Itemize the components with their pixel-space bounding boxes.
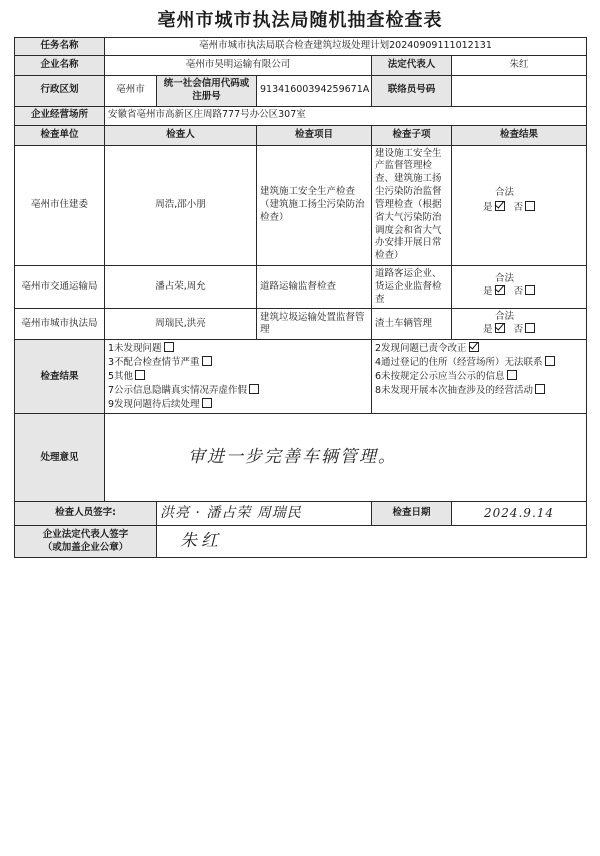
no-label: 否 bbox=[513, 324, 524, 336]
yes-checkbox[interactable] bbox=[495, 323, 505, 333]
result-options-left bbox=[105, 340, 372, 414]
inspect-date: 2024.9.14 bbox=[483, 506, 555, 521]
owner-sign-label bbox=[15, 526, 157, 558]
result-option: 2发现问题已责令改正 bbox=[375, 343, 467, 355]
row-unit: 亳州市交通运输局 bbox=[15, 265, 105, 308]
row-unit: 亳州市城市执法局 bbox=[15, 309, 105, 340]
result-checkbox[interactable] bbox=[535, 384, 545, 394]
contact-phone-value bbox=[452, 76, 587, 107]
col-header-subitem: 检查子项 bbox=[372, 125, 452, 145]
row-item: 道路运输监督检查 bbox=[257, 265, 372, 308]
admin-area-label: 行政区划 bbox=[15, 76, 105, 107]
result-checkbox[interactable] bbox=[164, 342, 174, 352]
yes-label: 是 bbox=[483, 324, 493, 336]
no-label: 否 bbox=[513, 202, 524, 214]
col-header-inspector: 检查人 bbox=[105, 125, 257, 145]
company-name-label: 企业名称 bbox=[15, 56, 105, 76]
yes-label: 是 bbox=[483, 286, 493, 298]
company-name-value: 亳州市昊明运输有限公司 bbox=[105, 56, 372, 76]
result-option: 7公示信息隐瞒真实情况弄虚作假 bbox=[108, 384, 248, 396]
result-checkbox[interactable] bbox=[202, 398, 212, 408]
yes-checkbox[interactable] bbox=[495, 285, 505, 295]
inspector-sign-label: 检查人员签字: bbox=[15, 502, 157, 526]
row-unit: 亳州市住建委 bbox=[15, 145, 105, 265]
admin-area-value: 亳州市 bbox=[105, 76, 157, 107]
row-inspector: 潘占荣,周允 bbox=[105, 265, 257, 308]
task-name-value: 亳州市城市执法局联合检查建筑垃圾处理计划20240909111012131 bbox=[105, 38, 587, 56]
result-checkbox[interactable] bbox=[135, 370, 145, 380]
row-result bbox=[452, 145, 587, 265]
row-result bbox=[452, 265, 587, 308]
address-value: 安徽省亳州市高新区庄周路777号办公区307室 bbox=[105, 106, 587, 125]
contact-phone-label: 联络员号码 bbox=[372, 76, 452, 107]
result-checkbox[interactable] bbox=[249, 384, 259, 394]
col-header-unit: 检查单位 bbox=[15, 125, 105, 145]
owner-sign-label-line1: 企业法定代表人签字 bbox=[42, 529, 129, 541]
inspector-signatures: 洪亮 · 潘占荣 周瑞民 bbox=[160, 505, 302, 522]
page-title: 亳州市城市执法局随机抽查检查表 bbox=[157, 10, 443, 31]
row-subitem: 道路客运企业、货运企业监督检查 bbox=[372, 265, 452, 308]
result-checkbox[interactable] bbox=[202, 356, 212, 366]
col-header-result: 检查结果 bbox=[452, 125, 587, 145]
table-row bbox=[15, 145, 587, 265]
result-option: 8未发现开展本次抽查涉及的经营活动 bbox=[375, 384, 534, 396]
conformity-label: 合法 bbox=[495, 273, 515, 285]
table-row bbox=[15, 265, 587, 308]
handwritten-opinion: 审进一步完善车辆管理。 bbox=[188, 447, 397, 468]
owner-sign-area bbox=[157, 526, 587, 558]
row-subitem: 渣土车辆管理 bbox=[372, 309, 452, 340]
address-label: 企业经营场所 bbox=[15, 106, 105, 125]
conformity-label: 合法 bbox=[495, 187, 515, 199]
yes-checkbox[interactable] bbox=[495, 201, 505, 211]
row-subitem: 建设施工安全生产监督管理检查、建筑施工扬尘污染防治监督管理检查（根据省大气污染防治调度会和省大气办安排开展日常检查） bbox=[372, 145, 452, 265]
result-option: 6未按规定公示应当公示的信息 bbox=[375, 371, 505, 382]
row-item: 建筑施工安全生产检查（建筑施工扬尘污染防治检查） bbox=[257, 145, 372, 265]
handling-opinion bbox=[105, 414, 587, 502]
yes-label: 是 bbox=[483, 202, 493, 214]
row-result bbox=[452, 309, 587, 340]
conformity-label: 合法 bbox=[495, 311, 515, 323]
result-option: 4通过登记的住所（经营场所）无法联系 bbox=[375, 357, 543, 369]
table-row bbox=[15, 309, 587, 340]
credit-code-value: 91341600394259671A bbox=[257, 76, 372, 107]
inspect-date-label: 检查日期 bbox=[372, 502, 452, 526]
owner-sign-label-line2: （或加盖企业公章） bbox=[42, 541, 129, 553]
no-checkbox[interactable] bbox=[525, 285, 535, 295]
row-inspector: 周瑞民,洪亮 bbox=[105, 309, 257, 340]
result-option: 1未发现问题 bbox=[108, 343, 162, 355]
task-name-label: 任务名称 bbox=[15, 38, 105, 56]
row-inspector: 周浩,邵小朋 bbox=[105, 145, 257, 265]
result-option: 3不配合检查情节严重 bbox=[108, 357, 200, 369]
results-section-label: 检查结果 bbox=[15, 340, 105, 414]
inspect-date-area bbox=[452, 502, 587, 526]
col-header-item: 检查项目 bbox=[257, 125, 372, 145]
result-option: 9发现问题待后续处理 bbox=[108, 398, 200, 410]
legal-rep-label: 法定代表人 bbox=[372, 56, 452, 76]
no-checkbox[interactable] bbox=[525, 323, 535, 333]
no-checkbox[interactable] bbox=[525, 201, 535, 211]
result-checkbox[interactable] bbox=[507, 370, 517, 380]
inspector-sign-area bbox=[157, 502, 372, 526]
result-checkbox[interactable] bbox=[545, 356, 555, 366]
legal-rep-value: 朱红 bbox=[452, 56, 587, 76]
no-label: 否 bbox=[513, 286, 524, 298]
result-checkbox[interactable] bbox=[469, 342, 479, 352]
result-options-right bbox=[372, 340, 587, 414]
result-option: 5其他 bbox=[108, 371, 134, 382]
inspection-form-table bbox=[14, 37, 587, 558]
row-item: 建筑垃圾运输处置监督管理 bbox=[257, 309, 372, 340]
owner-signature: 朱红 bbox=[180, 531, 222, 552]
handling-label: 处理意见 bbox=[15, 414, 105, 502]
credit-code-label: 统一社会信用代码或注册号 bbox=[157, 76, 257, 107]
